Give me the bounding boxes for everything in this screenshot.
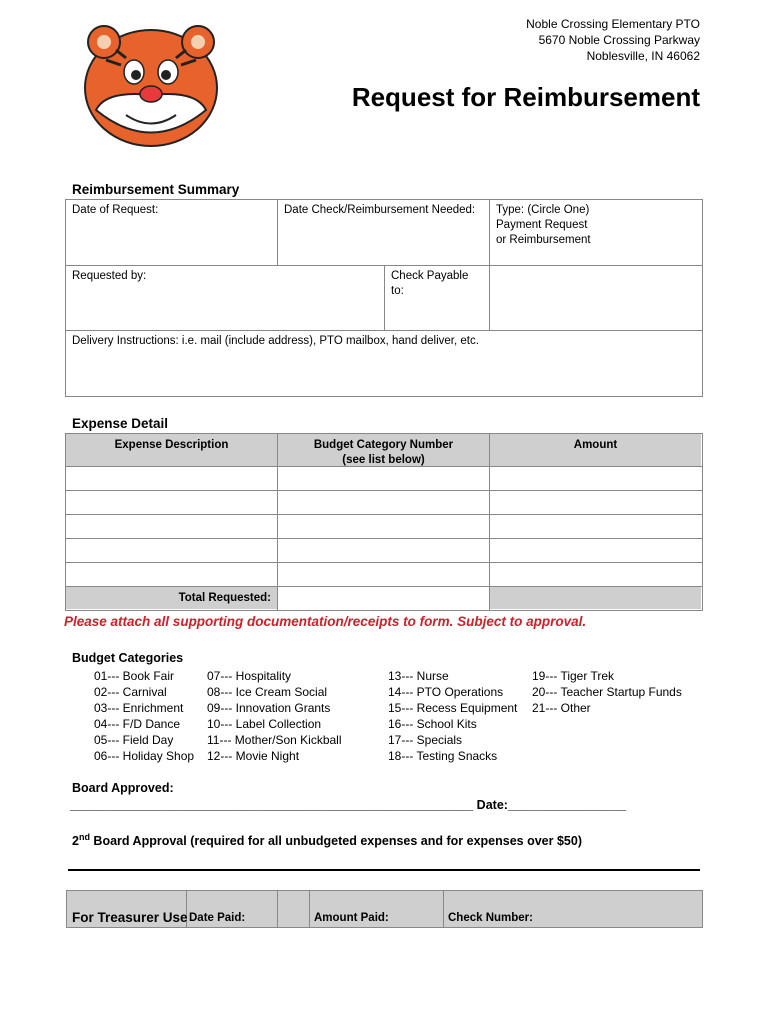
budget-item: 02--- Carnival — [94, 685, 167, 699]
page-title: Request for Reimbursement — [351, 82, 700, 112]
budget-item: 20--- Teacher Startup Funds — [532, 685, 682, 699]
board-approved-label: Board Approved: — [72, 781, 174, 795]
second-approval-number: 2 — [72, 834, 79, 849]
delivery-instructions-label: Delivery Instructions: i.e. mail (include address), PTO mailbox, hand deliver, etc. — [72, 335, 479, 347]
budget-item: 19--- Tiger Trek — [532, 669, 615, 683]
budget-col-2 — [207, 668, 342, 764]
type-option-reimbursement[interactable]: or Reimbursement — [496, 234, 591, 246]
budget-item: 21--- Other — [532, 701, 591, 715]
date-needed-label: Date Check/Reimbursement Needed: — [284, 204, 476, 216]
budget-item: 15--- Recess Equipment — [388, 701, 518, 715]
budget-item: 16--- School Kits — [388, 717, 477, 731]
budget-item: 18--- Testing Snacks — [388, 749, 498, 763]
board-signature-line[interactable]: __________________________________________________________ Date:_________________ — [70, 798, 627, 812]
date-paid-field[interactable]: Date Paid: — [189, 912, 246, 924]
attachment-note: Please attach all supporting documentation/receipts to form. Subject to approval. — [64, 614, 587, 629]
second-approval-text: Board Approval (required for all unbudgeted expenses and for expenses over $50) — [89, 834, 582, 849]
budget-item: 06--- Holiday Shop — [94, 749, 195, 763]
budget-col-4 — [532, 668, 682, 716]
requested-by-field[interactable] — [66, 266, 383, 329]
budget-item: 12--- Movie Night — [207, 749, 300, 763]
expense-heading: Expense Detail — [72, 416, 169, 431]
org-address — [526, 16, 700, 64]
budget-item: 17--- Specials — [388, 733, 463, 747]
budget-item: 10--- Label Collection — [207, 717, 322, 731]
budget-item: 13--- Nurse — [388, 669, 449, 683]
budget-item: 14--- PTO Operations — [388, 685, 504, 699]
check-payable-label: Check Payable to: — [391, 270, 469, 297]
col-budget-category — [278, 435, 489, 471]
budget-col-1 — [94, 668, 194, 764]
total-requested-label: Total Requested: — [178, 592, 271, 604]
type-option-payment[interactable]: Payment Request — [496, 219, 588, 231]
amount-paid-field[interactable]: Amount Paid: — [314, 912, 389, 924]
budget-col-3 — [388, 668, 517, 764]
second-approval-label — [72, 832, 582, 848]
check-number-field[interactable]: Check Number: — [448, 912, 533, 924]
budget-item: 03--- Enrichment — [94, 701, 184, 715]
budget-item: 09--- Innovation Grants — [207, 701, 331, 715]
second-approval-suffix: nd — [78, 832, 90, 842]
budget-item: 01--- Book Fair — [94, 669, 175, 683]
delivery-instructions-field[interactable] — [66, 331, 700, 394]
address-line-1: 5670 Noble Crossing Parkway — [538, 33, 700, 47]
budget-item: 07--- Hospitality — [207, 669, 292, 683]
budget-item: 05--- Field Day — [94, 733, 174, 747]
type-label: Type: (Circle One) — [496, 204, 590, 216]
date-of-request-label: Date of Request: — [72, 204, 159, 216]
tiger-mascot-logo — [76, 20, 226, 150]
date-of-request-field[interactable] — [66, 200, 276, 264]
budget-item: 11--- Mother/Son Kickball — [207, 733, 342, 747]
address-line-2: Noblesville, IN 46062 — [586, 49, 700, 63]
second-signature-line[interactable] — [68, 869, 700, 871]
check-payable-field[interactable] — [385, 266, 489, 329]
budget-heading: Budget Categories — [72, 651, 184, 665]
col-budget-line1: Budget Category Number — [313, 439, 454, 451]
budget-item: 04--- F/D Dance — [94, 717, 181, 731]
date-needed-field[interactable] — [278, 200, 488, 264]
budget-item: 08--- Ice Cream Social — [207, 685, 328, 699]
type-field[interactable] — [490, 200, 700, 264]
total-amount-cell[interactable] — [489, 587, 701, 609]
requested-by-label: Requested by: — [72, 270, 147, 282]
org-name: Noble Crossing Elementary PTO — [526, 17, 700, 31]
summary-heading: Reimbursement Summary — [72, 182, 240, 197]
col-budget-line2: (see list below) — [342, 454, 425, 466]
col-expense-description: Expense Description — [114, 439, 229, 451]
col-amount: Amount — [573, 439, 618, 451]
treasurer-label: For Treasurer Use — [72, 910, 188, 925]
